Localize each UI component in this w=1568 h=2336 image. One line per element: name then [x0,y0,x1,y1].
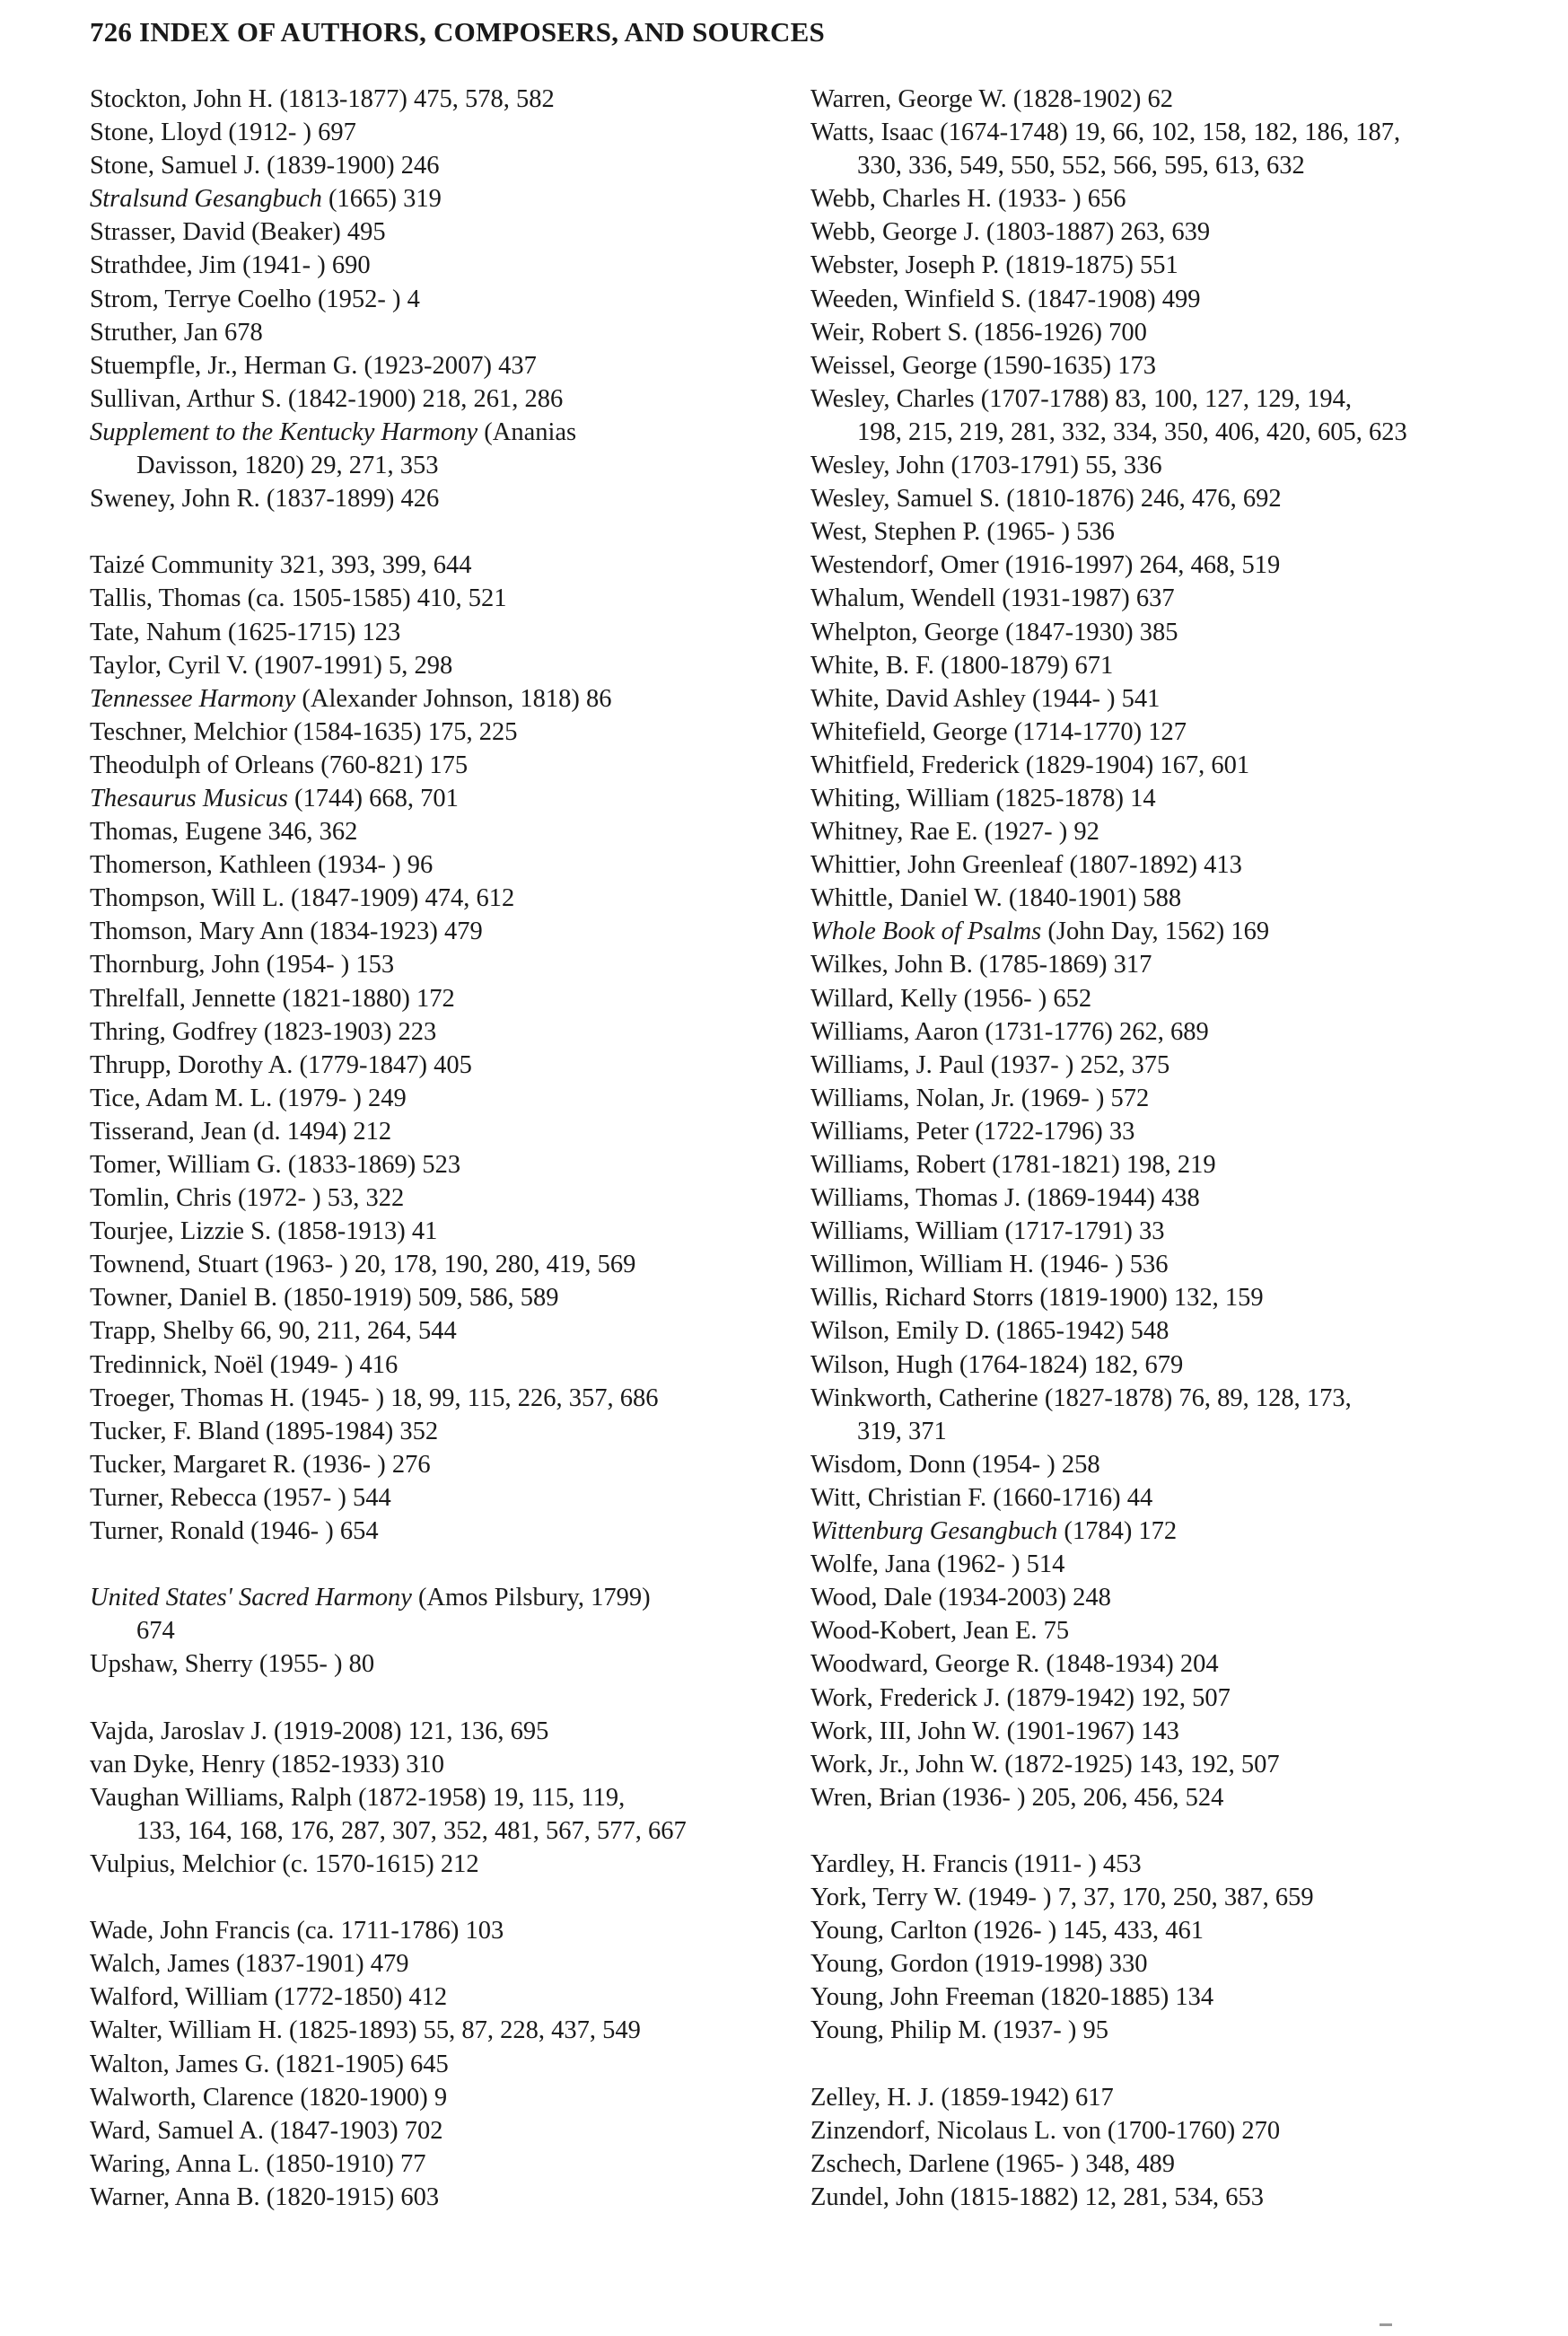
index-entry [90,416,772,482]
index-entry [810,1049,1511,1082]
entry-text: Zelley, H. J. (1859-1942) 617 [810,2083,1114,2112]
index-entry [810,2081,1511,2114]
entry-text: Williams, Aaron (1731-1776) 262, 689 [810,1017,1209,1046]
index-entry [90,1115,772,1148]
index-entry [810,1348,1511,1382]
entry-text: Tucker, F. Bland (1895-1984) 352 [90,1417,439,1445]
entry-text: Whitfield, Frederick (1829-1904) 167, 601 [810,751,1250,779]
entry-text: Ward, Samuel A. (1847-1903) 702 [90,2116,443,2145]
entry-text: Work, III, John W. (1901-1967) 143 [810,1717,1179,1745]
index-entry [90,682,772,716]
entry-text: Young, Philip M. (1937- ) 95 [810,2016,1109,2045]
index-entry [810,1781,1511,1814]
entry-text: Stuempfle, Jr., Herman G. (1923-2007) 437 [90,351,537,380]
index-entry [810,915,1511,948]
entry-text: Walch, James (1837-1901) 479 [90,1950,409,1979]
index-entry [810,1682,1511,1715]
entry-text: Strasser, David (Beaker) 495 [90,218,386,247]
index-entry [810,1082,1511,1115]
index-entry [810,2114,1511,2147]
index-entry [90,1181,772,1215]
index-entry [810,1481,1511,1515]
letter-group-gap [90,1682,772,1715]
entry-text: Wade, John Francis (ca. 1711-1786) 103 [90,1917,504,1945]
entry-text: van Dyke, Henry (1852-1933) 310 [90,1750,444,1778]
source-title: Stralsund Gesangbuch [90,185,322,214]
entry-text: Young, Carlton (1926- ) 145, 433, 461 [810,1917,1204,1945]
entry-continuation: 330, 336, 549, 550, 552, 566, 595, 613, 632 [857,152,1305,180]
index-entry [810,549,1511,582]
index-entry [810,1115,1511,1148]
index-entry [90,1581,772,1647]
entry-text: Wesley, Samuel S. (1810-1876) 246, 476, 692 [810,485,1282,514]
index-entry [810,449,1511,482]
index-entry [810,1748,1511,1781]
index-entry [810,1548,1511,1581]
entry-text: Walton, James G. (1821-1905) 645 [90,2050,449,2078]
index-entry [90,1415,772,1448]
entry-text: West, Stephen P. (1965- ) 536 [810,518,1115,547]
entry-text: Young, John Freeman (1820-1885) 134 [810,1983,1214,2012]
index-entry [90,1015,772,1049]
index-entry [810,215,1511,249]
entry-text: Work, Jr., John W. (1872-1925) 143, 192, 507 [810,1750,1280,1778]
entry-text: Tourjee, Lizzie S. (1858-1913) 41 [90,1217,438,1246]
index-entry [810,83,1511,116]
index-entry [810,1448,1511,1481]
entry-text: Zschech, Darlene (1965- ) 348, 489 [810,2149,1175,2178]
index-entry [90,1382,772,1415]
entry-text: Whiting, William (1825-1878) 14 [810,784,1156,812]
index-entry [90,1082,772,1115]
entry-text: Turner, Ronald (1946- ) 654 [90,1517,379,1546]
entry-text: Vajda, Jaroslav J. (1919-2008) 121, 136, 695 [90,1717,549,1745]
index-entry [90,2147,772,2181]
index-entry [90,616,772,649]
letter-group-gap [90,1881,772,1914]
entry-text: Walworth, Clarence (1820-1900) 9 [90,2083,448,2112]
entry-text: Whitney, Rae E. (1927- ) 92 [810,818,1099,847]
index-entry [90,349,772,382]
index-entry [90,1281,772,1314]
entry-text: Westendorf, Omer (1916-1997) 264, 468, 519 [810,551,1281,580]
index-entry [90,2014,772,2047]
entry-text: (Alexander Johnson, 1818) 86 [295,684,612,713]
index-entry [90,149,772,182]
index-entry [90,382,772,416]
index-entry [90,982,772,1015]
index-entry [810,582,1511,615]
entry-text: Threlfall, Jennette (1821-1880) 172 [90,984,455,1013]
index-entry [810,1848,1511,1881]
entry-text: Stone, Lloyd (1912- ) 697 [90,119,356,147]
index-entry [810,815,1511,848]
entry-text: Williams, Peter (1722-1796) 33 [810,1117,1135,1146]
entry-text: Walter, William H. (1825-1893) 55, 87, 228, 437, 549 [90,2016,641,2045]
entry-continuation: 674 [136,1617,175,1646]
entry-text: (Ananias [477,417,577,446]
index-entry [90,1947,772,1980]
index-entry [90,749,772,782]
index-entry [810,882,1511,915]
index-entry [810,1248,1511,1281]
source-title: Thesaurus Musicus [90,784,288,812]
index-entry [90,1715,772,1748]
entry-text: Thring, Godfrey (1823-1903) 223 [90,1017,437,1046]
index-entry [810,649,1511,682]
entry-text: Wood, Dale (1934-2003) 248 [810,1584,1111,1612]
index-entry [810,249,1511,282]
index-entry [810,1215,1511,1248]
entry-text: Wood-Kobert, Jean E. 75 [810,1617,1070,1646]
entry-text: Wren, Brian (1936- ) 205, 206, 456, 524 [810,1783,1224,1812]
entry-text: Young, Gordon (1919-1998) 330 [810,1950,1148,1979]
index-entry [810,982,1511,1015]
entry-text: Troeger, Thomas H. (1945- ) 18, 99, 115, 226, 357, 686 [90,1383,659,1412]
entry-text: Towner, Daniel B. (1850-1919) 509, 586, 589 [90,1284,559,1313]
index-entry [90,1215,772,1248]
entry-text: Whelpton, George (1847-1930) 385 [810,618,1178,646]
index-entry [90,1481,772,1515]
entry-continuation: 133, 164, 168, 176, 287, 307, 352, 481, 567, 577, 667 [136,1816,687,1845]
entry-text: Warren, George W. (1828-1902) 62 [810,85,1173,113]
index-entry [90,1914,772,1947]
entry-text: Yardley, H. Francis (1911- ) 453 [810,1849,1142,1878]
entry-text: (John Day, 1562) 169 [1041,918,1270,946]
entry-text: Wisdom, Donn (1954- ) 258 [810,1450,1100,1479]
index-entry [810,1382,1511,1448]
entry-text: Webb, Charles H. (1933- ) 656 [810,185,1126,214]
index-entry [810,848,1511,882]
entry-text: Vulpius, Melchior (c. 1570-1615) 212 [90,1849,479,1878]
entry-text: Wolfe, Jana (1962- ) 514 [810,1550,1065,1579]
entry-text: Williams, J. Paul (1937- ) 252, 375 [810,1050,1170,1079]
page-header: 726 INDEX OF AUTHORS, COMPOSERS, AND SOURCES [90,16,825,48]
index-entry [90,2081,772,2114]
source-title: United States' Sacred Harmony [90,1584,412,1612]
index-entry [90,249,772,282]
entry-text: Willard, Kelly (1956- ) 652 [810,984,1092,1013]
index-entry [810,1515,1511,1548]
source-title: Whole Book of Psalms [810,918,1042,946]
index-entry [810,948,1511,981]
entry-text: Walford, William (1772-1850) 412 [90,1983,448,2012]
entry-text: Tice, Adam M. L. (1979- ) 249 [90,1084,407,1112]
entry-text: Williams, Robert (1781-1821) 198, 219 [810,1151,1216,1179]
index-entry [90,649,772,682]
entry-text: Williams, William (1717-1791) 33 [810,1217,1165,1246]
entry-text: Struther, Jan 678 [90,318,263,347]
entry-text: White, David Ashley (1944- ) 541 [810,684,1161,713]
index-entry [810,316,1511,349]
entry-text: Whalum, Wendell (1931-1987) 637 [810,584,1175,613]
entry-text: Waring, Anna L. (1850-1910) 77 [90,2149,426,2178]
entry-text: Wilkes, John B. (1785-1869) 317 [810,951,1152,979]
entry-text: Willis, Richard Storrs (1819-1900) 132, 159 [810,1284,1264,1313]
index-entry [810,1881,1511,1914]
entry-text: York, Terry W. (1949- ) 7, 37, 170, 250, 387, 659 [810,1884,1314,1912]
entry-text: Weeden, Winfield S. (1847-1908) 499 [810,285,1201,313]
index-entry [810,2181,1511,2214]
index-entry [90,882,772,915]
entry-text: Williams, Nolan, Jr. (1969- ) 572 [810,1084,1150,1112]
index-entry [90,116,772,149]
index-entry [90,2048,772,2081]
entry-text: Zinzendorf, Nicolaus L. von (1700-1760) 270 [810,2116,1281,2145]
letter-group-gap [810,1814,1511,1848]
index-entry [810,2014,1511,2047]
entry-text: Tisserand, Jean (d. 1494) 212 [90,1117,392,1146]
index-entry [90,2114,772,2147]
entry-text: Thomerson, Kathleen (1934- ) 96 [90,851,434,880]
entry-text: Sweney, John R. (1837-1899) 426 [90,485,440,514]
index-entry [810,182,1511,215]
index-entry [90,1647,772,1681]
index-entry [90,316,772,349]
index-entry [90,1781,772,1848]
entry-text: Whittier, John Greenleaf (1807-1892) 413 [810,851,1242,880]
entry-text: Sullivan, Arthur S. (1842-1900) 218, 261, 286 [90,384,564,413]
index-entry [810,515,1511,549]
entry-text: (1665) 319 [321,185,442,214]
entry-text: Watts, Isaac (1674-1748) 19, 66, 102, 158, 182, 186, 187, [810,119,1401,147]
entry-text: Taizé Community 321, 393, 399, 644 [90,551,472,580]
index-entry [810,616,1511,649]
entry-text: Weissel, George (1590-1635) 173 [810,351,1157,380]
index-entry [810,749,1511,782]
entry-text: Strathdee, Jim (1941- ) 690 [90,251,371,280]
index-entry [810,1914,1511,1947]
entry-text: (1784) 172 [1057,1517,1178,1546]
index-entry [810,382,1511,449]
letter-group-gap [90,1548,772,1581]
index-entry [90,215,772,249]
index-entry [90,848,772,882]
index-entry [90,1348,772,1382]
entry-text: Townend, Stuart (1963- ) 20, 178, 190, 280, 419, 569 [90,1251,636,1279]
entry-text: Thomas, Eugene 346, 362 [90,818,358,847]
entry-text: Wilson, Emily D. (1865-1942) 548 [810,1317,1169,1346]
entry-text: White, B. F. (1800-1879) 671 [810,651,1114,680]
index-entry [90,1049,772,1082]
entry-text: Stockton, John H. (1813-1877) 475, 578, 582 [90,85,555,113]
entry-text: Thomson, Mary Ann (1834-1923) 479 [90,918,483,946]
entry-text: Thornburg, John (1954- ) 153 [90,951,395,979]
entry-continuation: 319, 371 [857,1417,947,1445]
index-column-right [810,83,1511,2214]
entry-text: Witt, Christian F. (1660-1716) 44 [810,1483,1153,1512]
index-entry [90,1314,772,1348]
entry-text: Turner, Rebecca (1957- ) 544 [90,1483,391,1512]
entry-text: Woodward, George R. (1848-1934) 204 [810,1650,1219,1679]
index-entry [810,1314,1511,1348]
index-entry [810,1281,1511,1314]
index-entry [810,1581,1511,1614]
index-entry [90,582,772,615]
entry-text: Tucker, Margaret R. (1936- ) 276 [90,1450,431,1479]
index-entry [90,1248,772,1281]
index-entry [810,2147,1511,2181]
index-entry [810,349,1511,382]
entry-text: Whittle, Daniel W. (1840-1901) 588 [810,884,1182,913]
entry-text: Theodulph of Orleans (760-821) 175 [90,751,469,779]
index-entry [810,1647,1511,1681]
index-entry [90,815,772,848]
index-entry [90,1448,772,1481]
index-entry [810,1947,1511,1980]
entry-text: Tallis, Thomas (ca. 1505-1585) 410, 521 [90,584,507,613]
index-entry [90,182,772,215]
index-entry [90,1148,772,1181]
entry-text: Webster, Joseph P. (1819-1875) 551 [810,251,1178,280]
index-entry [90,915,772,948]
entry-text: Tomlin, Chris (1972- ) 53, 322 [90,1184,405,1213]
index-entry [90,2181,772,2214]
index-entry [90,716,772,749]
entry-text: Tate, Nahum (1625-1715) 123 [90,618,401,646]
entry-continuation: 198, 215, 219, 281, 332, 334, 350, 406, 420, 605, 623 [857,417,1407,446]
index-entry [810,682,1511,716]
entry-text: Williams, Thomas J. (1869-1944) 438 [810,1184,1200,1213]
entry-text: Strom, Terrye Coelho (1952- ) 4 [90,285,420,313]
entry-text: Teschner, Melchior (1584-1635) 175, 225 [90,717,518,746]
entry-text: (1744) 668, 701 [287,784,459,812]
entry-text: Wesley, John (1703-1791) 55, 336 [810,452,1162,480]
index-entry [810,1614,1511,1647]
index-entry [90,482,772,515]
entry-text: Trapp, Shelby 66, 90, 211, 264, 544 [90,1317,457,1346]
index-entry [810,1181,1511,1215]
entry-text: Upshaw, Sherry (1955- ) 80 [90,1650,375,1679]
index-entry [90,1515,772,1548]
index-entry [810,782,1511,815]
index-entry [90,1748,772,1781]
index-entry [810,482,1511,515]
entry-text: Willimon, William H. (1946- ) 536 [810,1251,1169,1279]
entry-text: Thompson, Will L. (1847-1909) 474, 612 [90,884,515,913]
entry-text: Winkworth, Catherine (1827-1878) 76, 89, 128, 173, [810,1383,1352,1412]
index-entry [810,116,1511,182]
index-entry [90,83,772,116]
index-entry [90,549,772,582]
entry-text: Stone, Samuel J. (1839-1900) 246 [90,152,440,180]
index-entry [810,1148,1511,1181]
entry-text: Warner, Anna B. (1820-1915) 603 [90,2182,440,2211]
index-entry [810,1980,1511,2014]
entry-text: Zundel, John (1815-1882) 12, 281, 534, 653 [810,2182,1265,2211]
index-entry [810,283,1511,316]
entry-text: Wilson, Hugh (1764-1824) 182, 679 [810,1350,1184,1379]
entry-text: Wesley, Charles (1707-1788) 83, 100, 127, 129, 194, [810,384,1352,413]
entry-continuation: Davisson, 1820) 29, 271, 353 [136,452,439,480]
index-entry [90,1980,772,2014]
entry-text: Weir, Robert S. (1856-1926) 700 [810,318,1147,347]
entry-text: Whitefield, George (1714-1770) 127 [810,717,1187,746]
letter-group-gap [810,2048,1511,2081]
entry-text: Vaughan Williams, Ralph (1872-1958) 19, 115, 119, [90,1783,626,1812]
entry-text: (Amos Pilsbury, 1799) [411,1584,651,1612]
index-entry [810,1015,1511,1049]
entry-text: Work, Frederick J. (1879-1942) 192, 507 [810,1683,1231,1712]
source-title: Supplement to the Kentucky Harmony [90,417,478,446]
entry-text: Tredinnick, Noël (1949- ) 416 [90,1350,399,1379]
index-entry [810,716,1511,749]
source-title: Wittenburg Gesangbuch [810,1517,1058,1546]
index-column-left [90,83,772,2214]
page-edge-mark [1380,2323,1392,2326]
index-entry [810,1715,1511,1748]
index-entry [90,283,772,316]
index-entry [90,1848,772,1881]
index-entry [90,782,772,815]
entry-text: Taylor, Cyril V. (1907-1991) 5, 298 [90,651,453,680]
source-title: Tennessee Harmony [90,684,296,713]
index-entry [90,948,772,981]
letter-group-gap [90,515,772,549]
entry-text: Thrupp, Dorothy A. (1779-1847) 405 [90,1050,472,1079]
entry-text: Webb, George J. (1803-1887) 263, 639 [810,218,1211,247]
entry-text: Tomer, William G. (1833-1869) 523 [90,1151,461,1179]
